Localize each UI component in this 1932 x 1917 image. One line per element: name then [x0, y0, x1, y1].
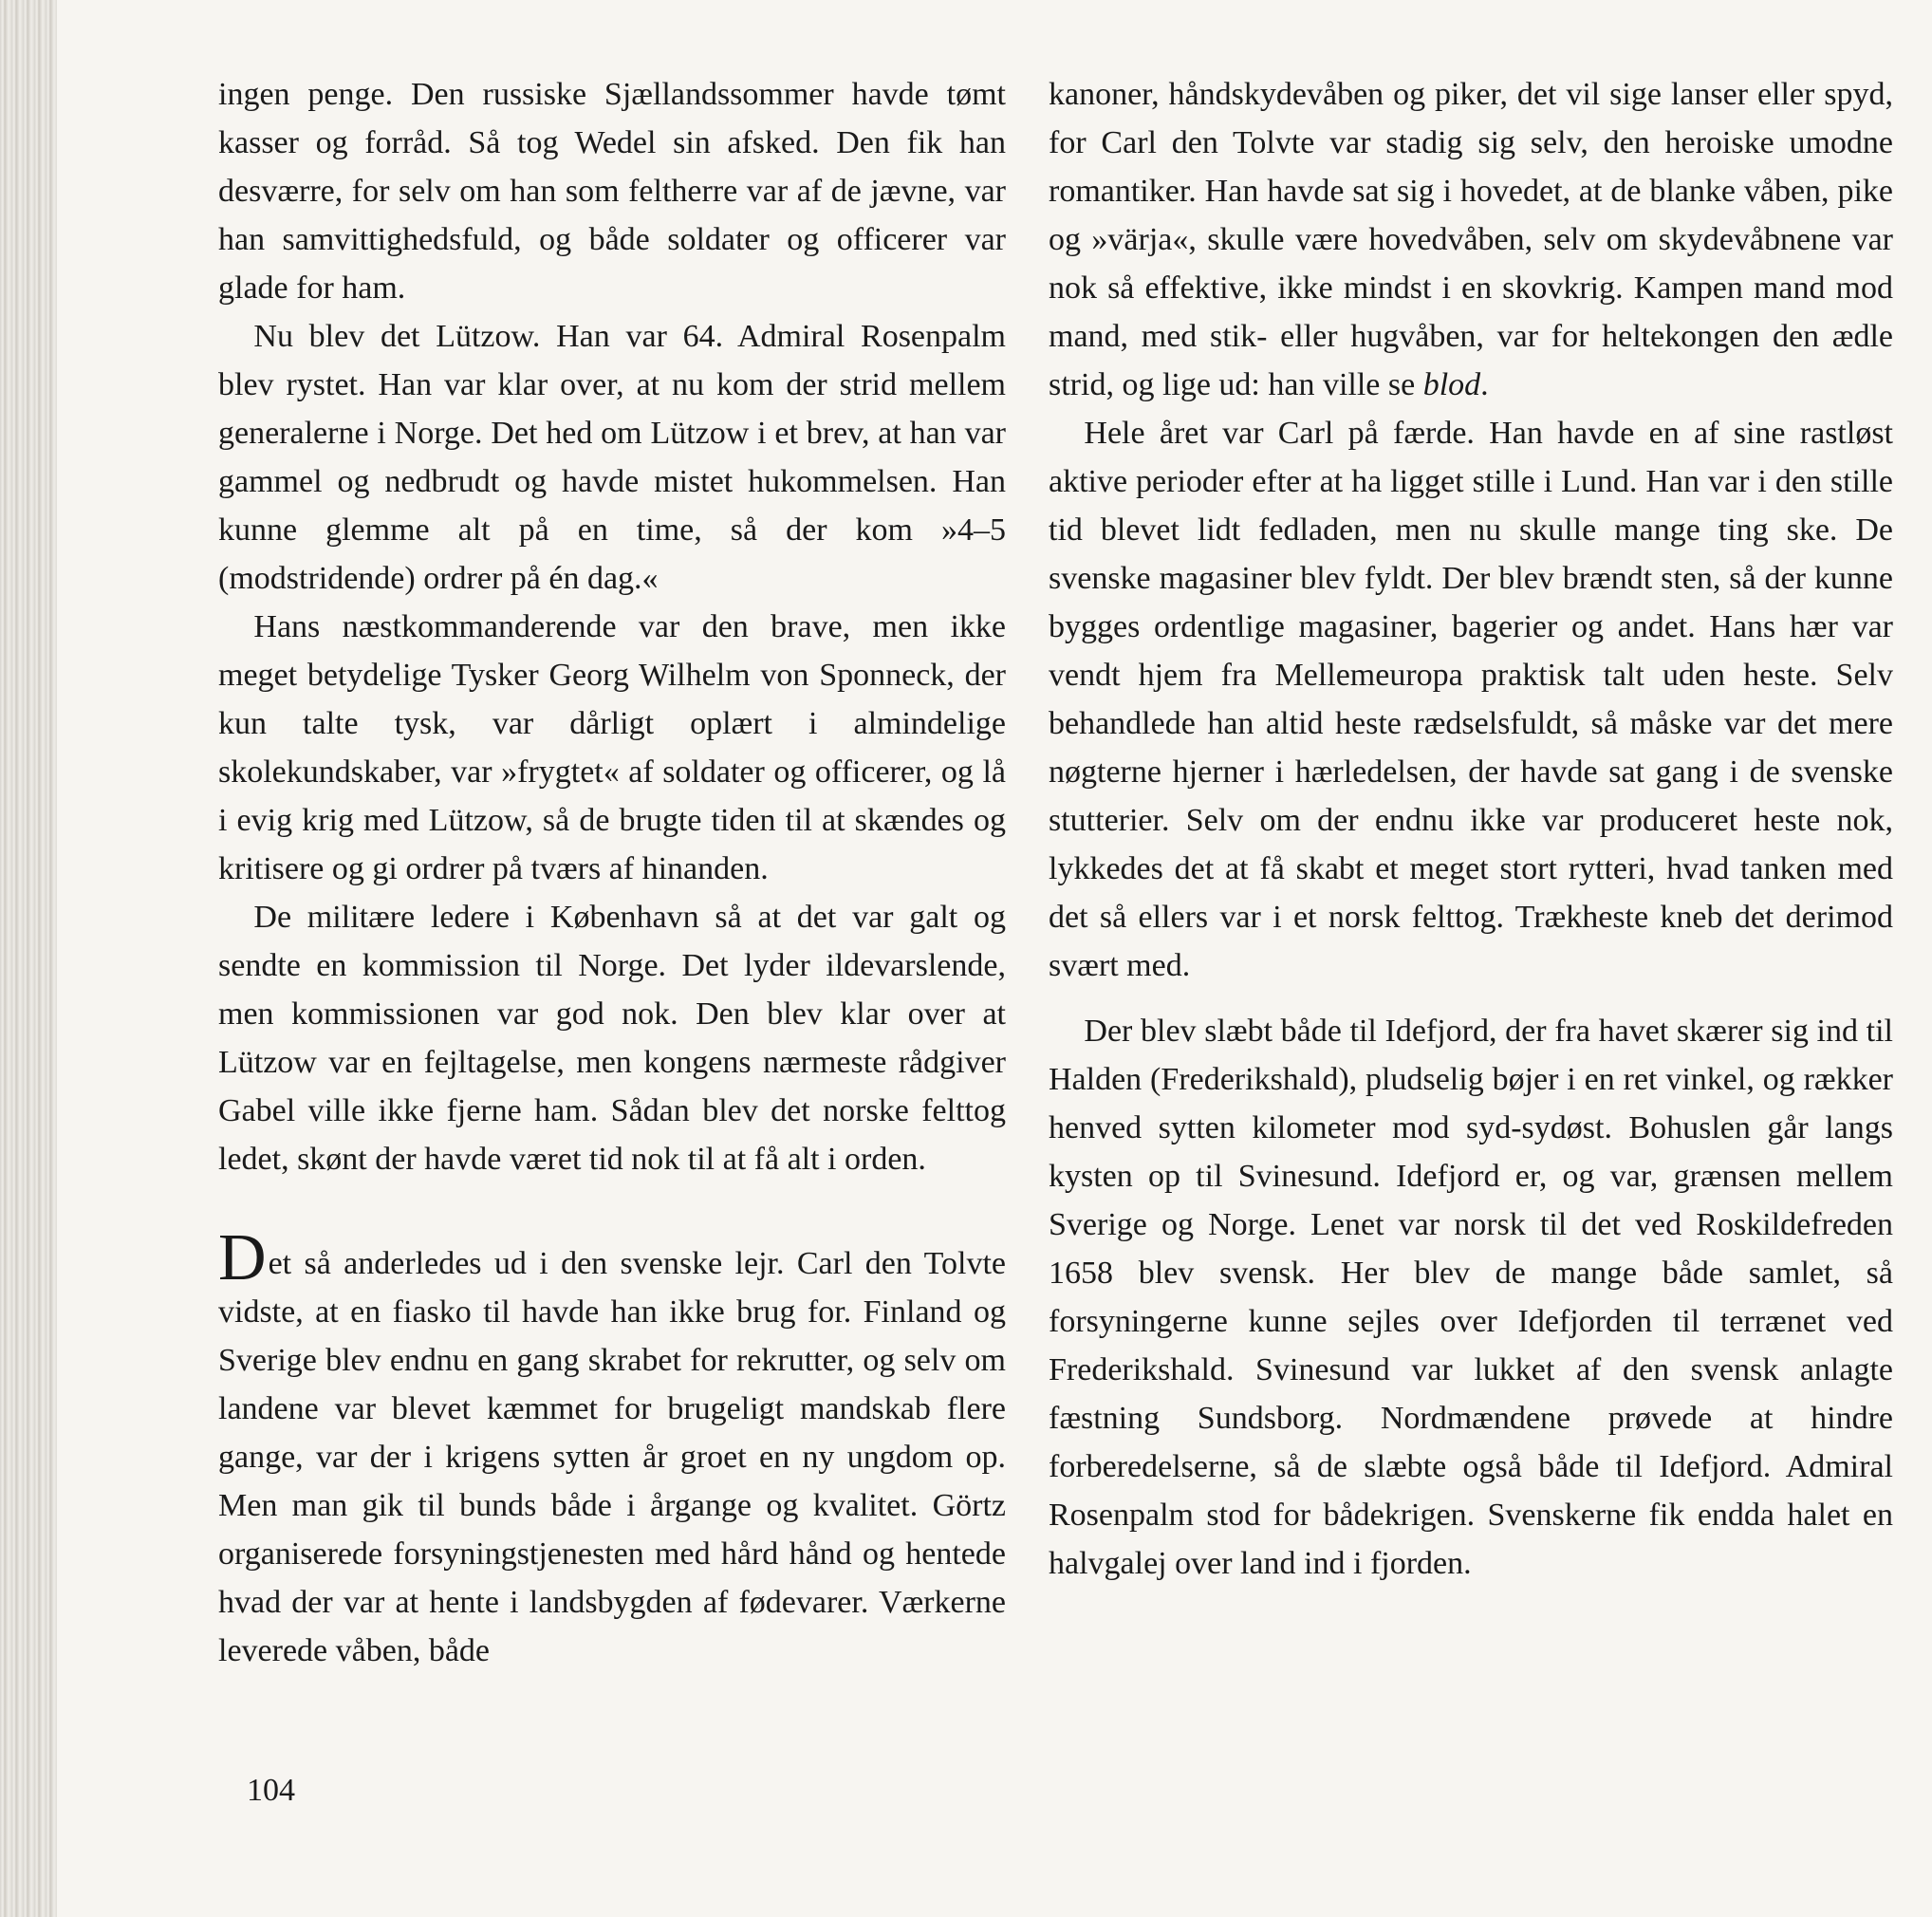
right-column [1049, 70, 1893, 1588]
section-paragraph [218, 1221, 1006, 1675]
book-page [57, 0, 1932, 1917]
paragraph [1049, 70, 1893, 409]
paragraph: De militære ledere i København så at det var galt og sendte en kommission til Norge. Det lyder ildevarslende, men kommissionen var god nok. Den blev klar over at Lützow var en fejltagelse, men kongens nærmeste rådgiver Gabel ville ikke fjerne ham. Sådan blev det norske felttog ledet, skønt der havde været tid nok til at få alt i orden. [218, 900, 1006, 1177]
paragraph-tail: . [1480, 367, 1489, 402]
left-column [218, 70, 1006, 1675]
paragraph-text: et så anderledes ud i den svenske lejr. Carl den Tolvte vidste, at en fiasko til havde han ikke brug for. Finland og Sverige blev endnu en gang skrabet for rekrutter, og selv om landene var blevet kæmmet for brugeligt mandskab flere gange, var der i krigens sytten år groet en ny ungdom op. Men man gik til bunds både i årgange og kvalitet. Görtz organiserede forsyningstjenesten med hård hånd og hentede hvad der var at hente i landsbygden af fødevarer. Værkerne leverede våben, både [218, 1246, 1006, 1668]
paragraph-text: kanoner, håndskydevåben og piker, det vil sige lanser eller spyd, for Carl den Tolvte var stadig sig selv, den heroiske umodne romantiker. Han havde sat sig i hovedet, at de blanke våben, pike og »värja«, skulle være hovedvåben, selv om skydevåbnene var nok så effektive, ikke mindst i en skovkrig. Kampen mand mod mand, med stik- eller hugvåben, var for heltekongen den ædle strid, og lige ud: han ville se [1049, 77, 1893, 402]
paragraph: Hele året var Carl på færde. Han havde en af sine rastløst aktive perioder efter at ha ligget stille i Lund. Han var i den stille tid blevet lidt fedladen, men nu skulle mange ting ske. De svenske magasiner blev fyldt. Der blev brændt sten, så der kunne bygges ordentlige magasiner, bagerier og andet. Hans hær var vendt hjem fra Mellemeuropa praktisk talt uden heste. Selv behandlede han altid heste rædselsfuldt, så måske var det mere nøgterne hjerner i hærledelsen, der havde sat gang i de svenske stutterier. Selv om der endnu ikke var produceret heste nok, lykkedes det at få skabt et meget stort rytteri, hvad tanken med det så ellers var i et norsk felttog. Trækheste kneb det derimod svært med. [1049, 416, 1893, 983]
emphasis: blod [1422, 367, 1481, 402]
book-binding-edge [0, 0, 57, 1917]
paragraph: ingen penge. Den russiske Sjællandssommer havde tømt kasser og forråd. Så tog Wedel sin afsked. Den fik han desværre, for selv om han som feltherre var af de jævne, var han samvittighedsfuld, og både soldater og officerer var glade for ham. [218, 77, 1006, 306]
drop-cap: D [218, 1221, 267, 1294]
paragraph: Hans næstkommanderende var den brave, men ikke meget betydelige Tysker Georg Wilhelm von Sponneck, der kun talte tysk, var dårligt oplært i almindelige skolekundskaber, var »frygtet« af soldater og officerer, og lå i evig krig med Lützow, så de brugte tiden til at skændes og kritisere og gi ordrer på tværs af hinanden. [218, 609, 1006, 886]
paragraph: Der blev slæbt både til Idefjord, der fra havet skærer sig ind til Halden (Frederikshald), pludselig bøjer i en ret vinkel, og rækker henved sytten kilometer mod syd-sydøst. Bohuslen går langs kysten op til Svinesund. Idefjord er, og var, grænsen mellem Sverige og Norge. Lenet var norsk til det ved Roskildefreden 1658 blev svensk. Her blev de mange både samlet, så forsyningerne kunne sejles over Idefjorden til terrænet ved Frederikshald. Svinesund var lukket af den svensk anlagte fæstning Sundsborg. Nordmændene prøvede at hindre forberedelserne, så de slæbte også både til Idefjord. Admiral Rosenpalm stod for bådekrigen. Svenskerne fik endda halet en halvgalej over land ind i fjorden. [1049, 1014, 1893, 1581]
page-number: 104 [247, 1773, 295, 1808]
paragraph: Nu blev det Lützow. Han var 64. Admiral Rosenpalm blev rystet. Han var klar over, at nu kom der strid mellem generalerne i Norge. Det hed om Lützow i et brev, at han var gammel og nedbrudt og havde mistet hukommelsen. Han kunne glemme alt på en time, så der kom »4–5 (modstridende) ordrer på én dag.« [218, 319, 1006, 596]
